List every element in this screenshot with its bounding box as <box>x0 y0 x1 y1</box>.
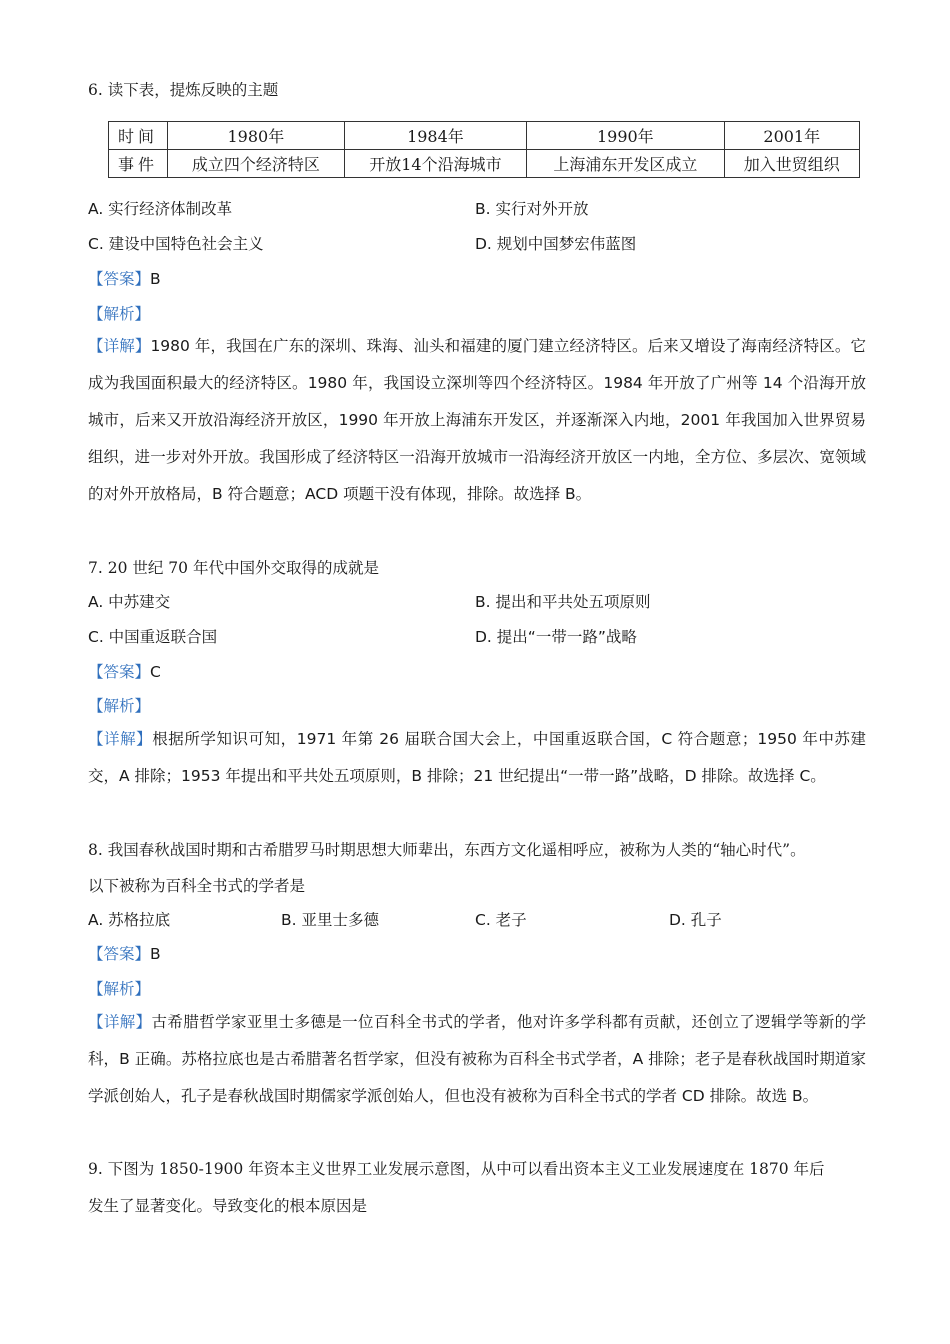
answer-tag: 【答案】 <box>88 663 151 681</box>
table-cell: 成立四个经济特区 <box>168 150 345 178</box>
detail-tag: 【详解】 <box>88 730 153 748</box>
q7-answer <box>88 662 161 682</box>
analysis-tag: 【解析】 <box>88 697 151 715</box>
q6-answer <box>88 269 161 289</box>
q7-option-d: D. 提出“一带一路”战略 <box>475 628 637 646</box>
table-cell: 1984年 <box>344 122 526 150</box>
table-cell: 事件 <box>109 150 168 178</box>
q8-stem-line1: 8. 我国春秋战国时期和古希腊罗马时期思想大师辈出，东西方文化遥相呼应，被称为人类的“轴心时代”。 <box>88 841 806 859</box>
table-row <box>109 150 860 178</box>
q6-events-table <box>108 121 860 178</box>
answer-tag: 【答案】 <box>88 945 151 963</box>
detail-tag: 【详解】 <box>88 1013 152 1031</box>
q8-option-a: A. 苏格拉底 <box>88 911 171 929</box>
q9-stem-line2: 发生了显著变化。导致变化的根本原因是 <box>88 1197 368 1215</box>
q8-option-d: D. 孔子 <box>669 911 722 929</box>
table-row <box>109 122 860 150</box>
answer-tag: 【答案】 <box>88 270 151 288</box>
q6-option-a: A. 实行经济体制改革 <box>88 200 233 218</box>
q8-stem-line2: 以下被称为百科全书式的学者是 <box>88 877 306 895</box>
detail-tag: 【详解】 <box>88 337 151 355</box>
q7-option-b: B. 提出和平共处五项原则 <box>475 593 651 611</box>
q6-option-c: C. 建设中国特色社会主义 <box>88 235 264 253</box>
table-cell: 开放14个沿海城市 <box>344 150 526 178</box>
q7-analysis-tag <box>88 696 150 716</box>
table-cell: 上海浦东开发区成立 <box>527 150 724 178</box>
q7-option-a: A. 中苏建交 <box>88 593 171 611</box>
answer-value: B <box>150 945 161 963</box>
q6-detail <box>88 328 866 513</box>
q8-option-c: C. 老子 <box>475 911 527 929</box>
answer-value: C <box>150 663 161 681</box>
table-cell: 加入世贸组织 <box>724 150 859 178</box>
q8-option-b: B. 亚里士多德 <box>281 911 379 929</box>
detail-text: 1980 年，我国在广东的深圳、珠海、汕头和福建的厦门建立经济特区。后来又增设了海南经济特区。它成为我国面积最大的经济特区。1980 年，我国设立深圳等四个经济特区。1984 年开放了广州等 14 个沿海开放城市，后来又开放沿海经济开放区，1990 年开放上海浦东开发区，并逐渐深入内地，2001 年我国加入世界贸易组织，进一步对外开放。我国形成了经济特区一沿海开放城市一沿海经济开放区一内地，全方位、多层次、宽领域的对外开放格局，B 符合题意；ACD 项题干没有体现，排除。故选择 B。 <box>88 337 866 503</box>
analysis-tag: 【解析】 <box>88 305 151 323</box>
answer-value: B <box>150 270 161 288</box>
table-cell: 时间 <box>109 122 168 150</box>
q8-analysis-tag <box>88 979 150 999</box>
q7-stem: 7. 20 世纪 70 年代中国外交取得的成就是 <box>88 559 379 577</box>
q6-stem: 6. 读下表，提炼反映的主题 <box>88 81 279 99</box>
q6-analysis-tag <box>88 304 150 324</box>
q8-detail <box>88 1004 866 1115</box>
q6-option-b: B. 实行对外开放 <box>475 200 589 218</box>
table-cell: 2001年 <box>724 122 859 150</box>
table-cell: 1990年 <box>527 122 724 150</box>
detail-text: 古希腊哲学家亚里士多德是一位百科全书式的学者，他对许多学科都有贡献，还创立了逻辑学等新的学科，B 正确。苏格拉底也是古希腊著名哲学家，但没有被称为百科全书式学者，A 排除；老子是春秋战国时期道家学派创始人，孔子是春秋战国时期儒家学派创始人，但也没有被称为百科全书式的学者 CD 排除。故选 B。 <box>88 1013 866 1105</box>
q6-option-d: D. 规划中国梦宏伟蓝图 <box>475 235 637 253</box>
q8-answer <box>88 944 161 964</box>
q7-option-c: C. 中国重返联合国 <box>88 628 218 646</box>
q9-stem-line1: 9. 下图为 1850-1900 年资本主义世界工业发展示意图，从中可以看出资本主义工业发展速度在 1870 年后 <box>88 1160 825 1178</box>
table-cell: 1980年 <box>168 122 345 150</box>
detail-text: 根据所学知识可知，1971 年第 26 届联合国大会上，中国重返联合国，C 符合题意；1950 年中苏建交，A 排除；1953 年提出和平共处五项原则，B 排除；21 世纪提出“一带一路”战略，D 排除。故选择 C。 <box>88 730 866 785</box>
analysis-tag: 【解析】 <box>88 980 151 998</box>
q7-detail <box>88 721 866 795</box>
